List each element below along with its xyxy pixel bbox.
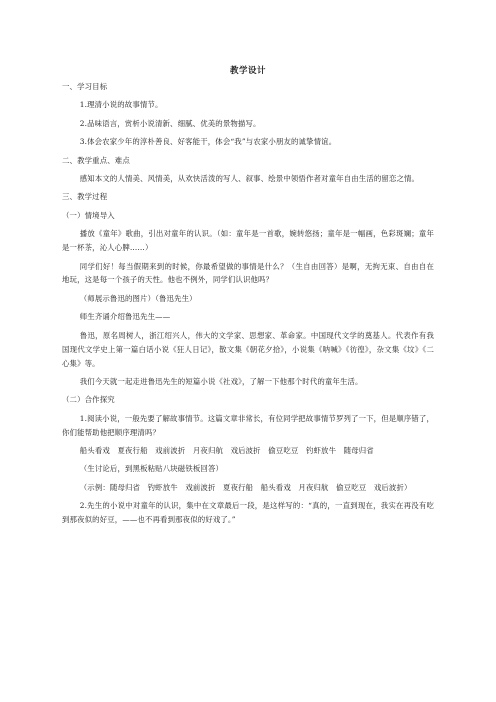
paragraph-sec2: 二、教学重点、难点: [62, 155, 130, 165]
document-body: [62, 80, 434, 532]
paragraph-coop5: 2.先生的小说中对童年的认识，集中在文章最后一段，是这样写的：“真的，一直到现在，我实在再没有吃到那夜似的好豆，——也不再看到那夜似的好戏了。”: [62, 501, 434, 525]
paragraph-sec1: 一、学习目标: [62, 82, 108, 91]
paragraph-coop1: 1.阅读小说，一般先要了解故事情节。这篇文章非常长，有位同学把故事情节罗列了一下，但是顺序错了，你们能帮助他把顺序理清吗？: [62, 413, 434, 437]
paragraph-intro2: 同学们好！每当假期来到的时候，你最希望做的事情是什么？（生自由回答）是啊，无拘无束、自由自在地玩，这是每一个孩子的天性。他也不例外，同学们认识他吗？: [62, 261, 434, 285]
paragraph-intro4: 师生齐诵介绍鲁迅先生——: [79, 312, 171, 322]
paragraph-sub1: （一）情境导入: [62, 210, 115, 220]
paragraph-goal3: 3.体会农家少年的淳朴善良、好客能干，体会“我”与农家小朋友的诚挚情谊。: [79, 137, 337, 147]
paragraph-coop4: （示例：随母归省 钓虾放牛 戏前波折 夏夜行船 船头看戏 月夜归航 偷豆吃豆 戏后波折）: [79, 482, 412, 492]
paragraph-intro5: 鲁迅，原名周树人，浙江绍兴人，伟大的文学家、思想家、革命家。中国现代文学的奠基人。代表作有我国现代文学史上第一篇白话小说《狂人日记》，散文集《朝花夕拾》，小说集《呐喊》《彷徨》，杂文集《坟》《二心集》等。: [62, 330, 434, 368]
paragraph-focus: 感知本文的人情美、风情美，从欢快活泼的写人、叙事、绘景中领悟作者对童年自由生活的留恋之情。: [79, 174, 420, 184]
paragraph-sub2: （二）合作探究: [62, 395, 115, 405]
paragraph-goal1: 1.理清小说的故事情节。: [79, 100, 163, 110]
paragraph-goal2: 2.品味语言，赏析小说清新、细腻、优美的景物描写。: [79, 118, 261, 128]
paragraph-coop2: 船头看戏 夏夜行船 戏前波折 月夜归航 戏后波折 偷豆吃豆 钓虾放牛 随母归省: [79, 446, 374, 456]
paragraph-intro1: 播放《童年》歌曲，引出对童年的认识。（如：童年是一首歌，婉转悠扬；童年是一幅画，色彩斑斓；童年是一杯茶，沁人心脾……）: [62, 229, 434, 253]
paragraph-intro3: （师展示鲁迅的图片）（鲁迅先生）: [79, 293, 197, 303]
paragraph-intro6: 我们今天就一起走进鲁迅先生的短篇小说《社戏》，了解一下他那个时代的童年生活。: [79, 376, 363, 386]
paragraph-coop3: （生讨论后，到黑板粘贴八块磁铁板回答）: [79, 464, 224, 474]
document-title: 教学设计: [229, 66, 266, 76]
paragraph-sec3: 三、教学过程: [62, 192, 108, 202]
